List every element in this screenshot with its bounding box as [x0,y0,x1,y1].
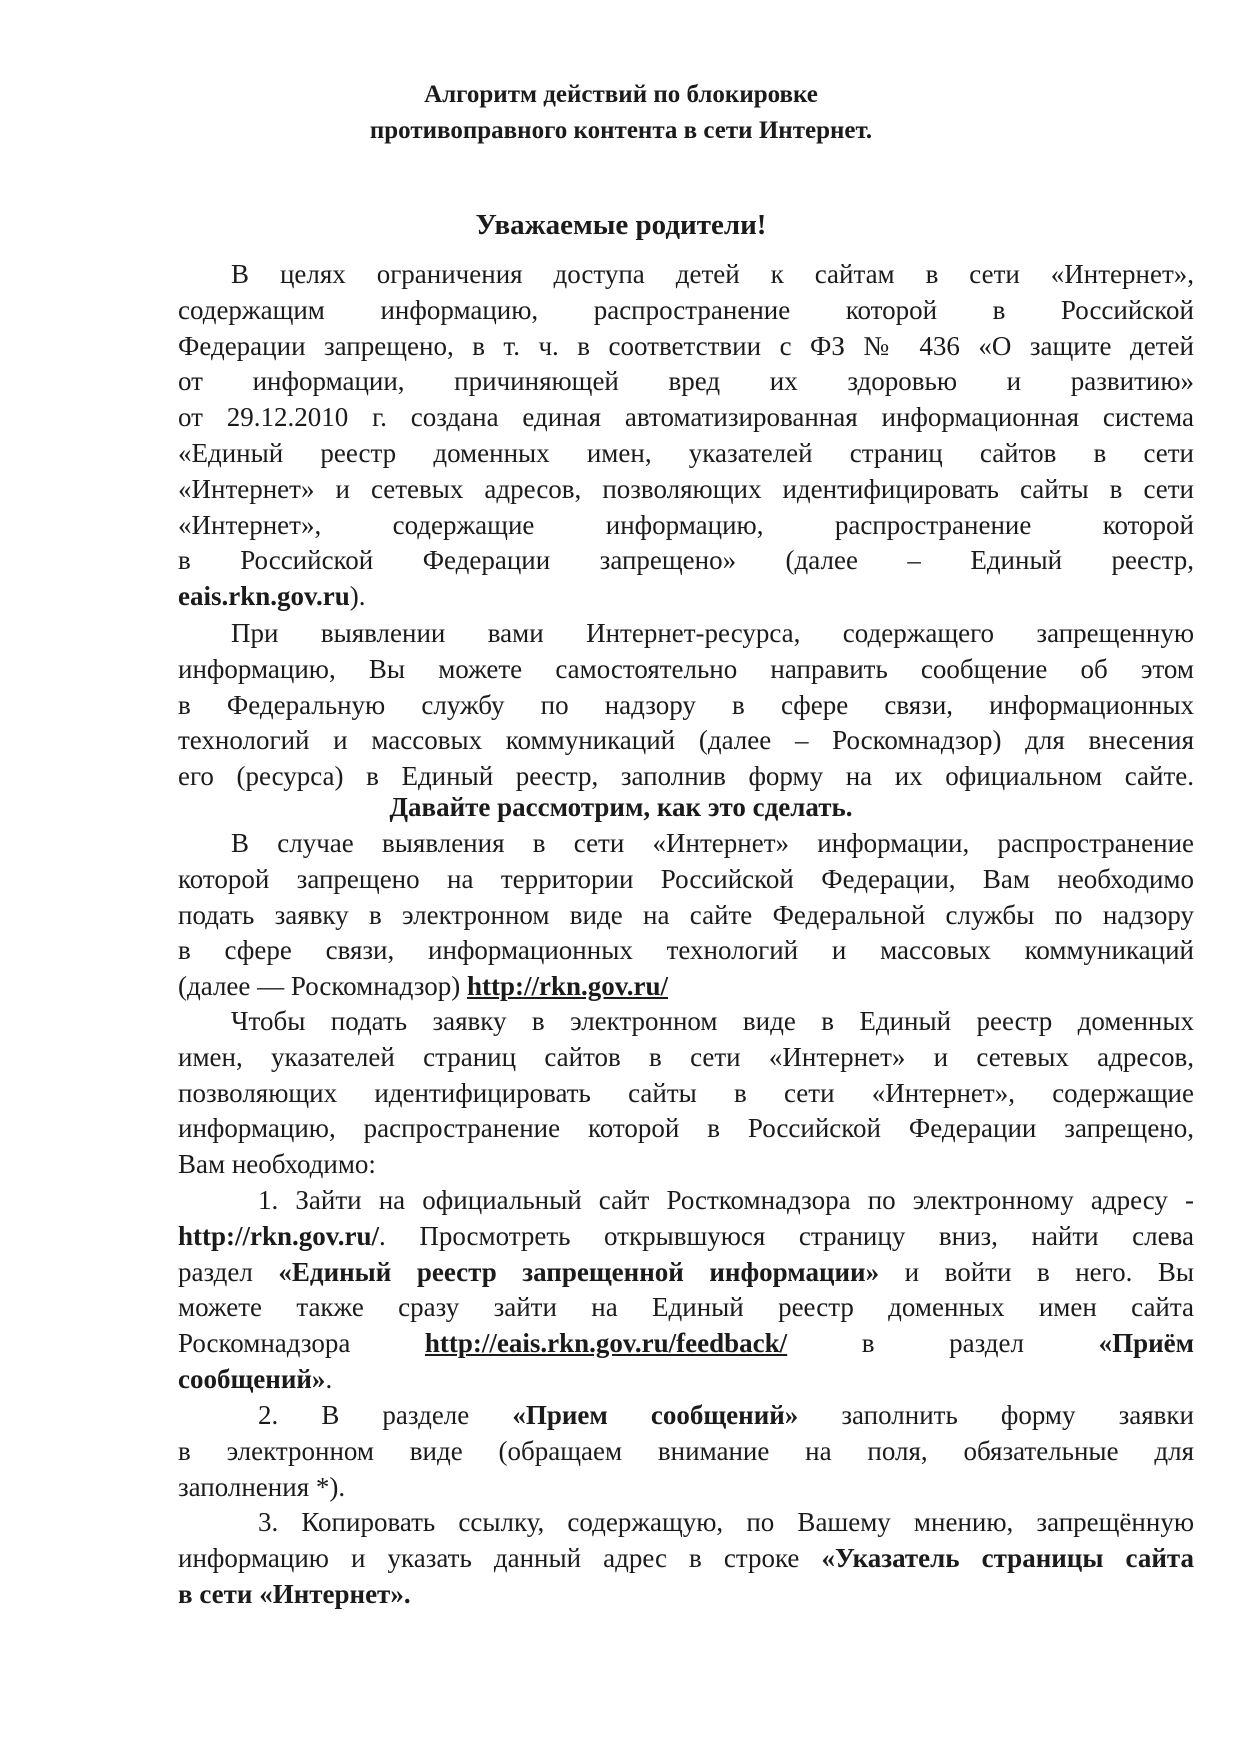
paragraph-line: «Интернет» и сетевых адресов, позволяющих идентифицировать сайты в сети [178,473,1194,504]
paragraph-line: имен, указателей страниц сайтов в сети «Интернет» и сетевых адресов, [178,1041,1194,1072]
reception-section-name: «Прием сообщений» [512,1400,799,1430]
paragraph-line: которой запрещено на территории Российской Федерации, Вам необходимо [178,863,1194,894]
step-text: информацию и указать данный адрес в строке [178,1542,822,1573]
step-line: можете также сразу зайти на Единый реестр доменных имен сайта [178,1292,1194,1323]
paragraph-line: информацию, распространение которой в Российской Федерации запрещено, [178,1113,1194,1144]
paragraph-line: его (ресурса) в Единый реестр, заполнив форму на их официальном сайте. [178,761,1194,792]
page-pointer-field-name-end: в сети «Интернет». [178,1578,411,1609]
step-line [178,1398,1194,1434]
paragraph-line [178,969,1194,1005]
rkn-link[interactable]: http://rkn.gov.ru/ [466,971,669,1002]
paragraph-line: Федерации запрещено, в т. ч. в соответствии с ФЗ № 436 «О защите детей [178,330,1194,361]
step-line [178,1541,1194,1577]
paragraph-4 [178,1004,1194,1183]
step-line: в электронном виде (обращаем внимание на поля, обязательные для [178,1435,1194,1466]
step-text: раздел [178,1256,279,1287]
paragraph-3 [178,826,1194,1005]
paragraph-line: «Интернет», содержащие информацию, распространение которой [178,509,1194,540]
reception-section-name: «Приём [1098,1328,1194,1359]
step-line [178,1362,1194,1398]
registry-section-name: «Единый реестр запрещенной информации» [278,1256,880,1287]
subheading: Давайте рассмотрим, как это сделать. [389,792,853,822]
paragraph-line: В целях ограничения доступа детей к сайтам в сети «Интернет», [231,259,1194,289]
roskomnadzor-label: (далее — Роскомнадзор) [178,971,467,1002]
registry-address: eais.rkn.gov.ru [178,581,350,612]
paragraph-line: в сфере связи, информационных технологий и массовых коммуникаций [178,935,1194,966]
step-line [178,1577,1194,1613]
step-line: заполнения *). [178,1471,346,1502]
step-line: 1. Зайти на официальный сайт Росткомнадзора по электронному адресу - [258,1185,1194,1215]
greeting-heading: Уважаемые родители! [475,209,767,241]
paragraph-line: содержащим информацию, распространение которой в Российской [178,294,1194,325]
paragraph-line: от 29.12.2010 г. создана единая автоматизированная информационная система [178,402,1194,433]
page-pointer-field-name: «Указатель страницы сайта [821,1542,1194,1573]
step-text: 2. В разделе [258,1400,513,1430]
paragraph-line: в Российской Федерации запрещено» (далее – Единый реестр, [178,545,1194,576]
paragraph-2 [178,616,1194,795]
step-line: 3. Копировать ссылку, содержащую, по Вашему мнению, запрещённую [258,1507,1194,1537]
paragraph-line: подать заявку в электронном виде на сайте Федеральной службы по надзору [178,899,1194,930]
paragraph-line: информацию, Вы можете самостоятельно направить сообщение об этом [178,653,1194,684]
reception-section-name-end: сообщений» [178,1363,326,1394]
paragraph-line: В случае выявления в сети «Интернет» информации, распространение [231,828,1194,858]
step-line [178,1255,1194,1291]
paragraph-1 [178,257,1194,615]
step-text: Роскомнадзора [178,1328,425,1359]
step-text: и войти в него. Вы [879,1256,1194,1287]
paragraph-line: Чтобы подать заявку в электронном виде в Единый реестр доменных [231,1006,1194,1036]
step-2 [178,1398,1194,1505]
step-1 [178,1183,1194,1398]
step-text: заполнить форму заявки [798,1400,1194,1430]
paragraph-line: «Единый реестр доменных имен, указателей страниц сайтов в сети [178,437,1194,468]
paragraph-line: Вам необходимо: [178,1149,376,1180]
step-text: в раздел [787,1328,1099,1359]
feedback-link[interactable]: http://eais.rkn.gov.ru/feedback/ [424,1328,788,1359]
document-title-line-2: противоправного контента в сети Интернет. [369,117,873,144]
paragraph-line: от информации, причиняющей вред их здоровью и развитию» [178,366,1194,397]
paragraph-line: При выявлении вами Интернет-ресурса, содержащего запрещенную [231,618,1194,648]
paragraph-line: технологий и массовых коммуникаций (далее – Роскомнадзор) для внесения [178,725,1194,756]
step-line [178,1219,1194,1255]
step-line [178,1326,1194,1362]
registry-address-suffix: ). [349,581,366,612]
paragraph-line: позволяющих идентифицировать сайты в сети «Интернет», содержащие [178,1077,1194,1108]
document-title-line-1: Алгоритм действий по блокировке [424,81,818,108]
rkn-address: http://rkn.gov.ru/ [178,1220,380,1251]
step-text: . Просмотреть открывшуюся страницу вниз, найти слева [379,1220,1194,1251]
paragraph-line [178,579,1194,615]
step-text: . [325,1363,333,1394]
step-3 [178,1505,1194,1612]
paragraph-line: в Федеральную службу по надзору в сфере связи, информационных [178,689,1194,720]
